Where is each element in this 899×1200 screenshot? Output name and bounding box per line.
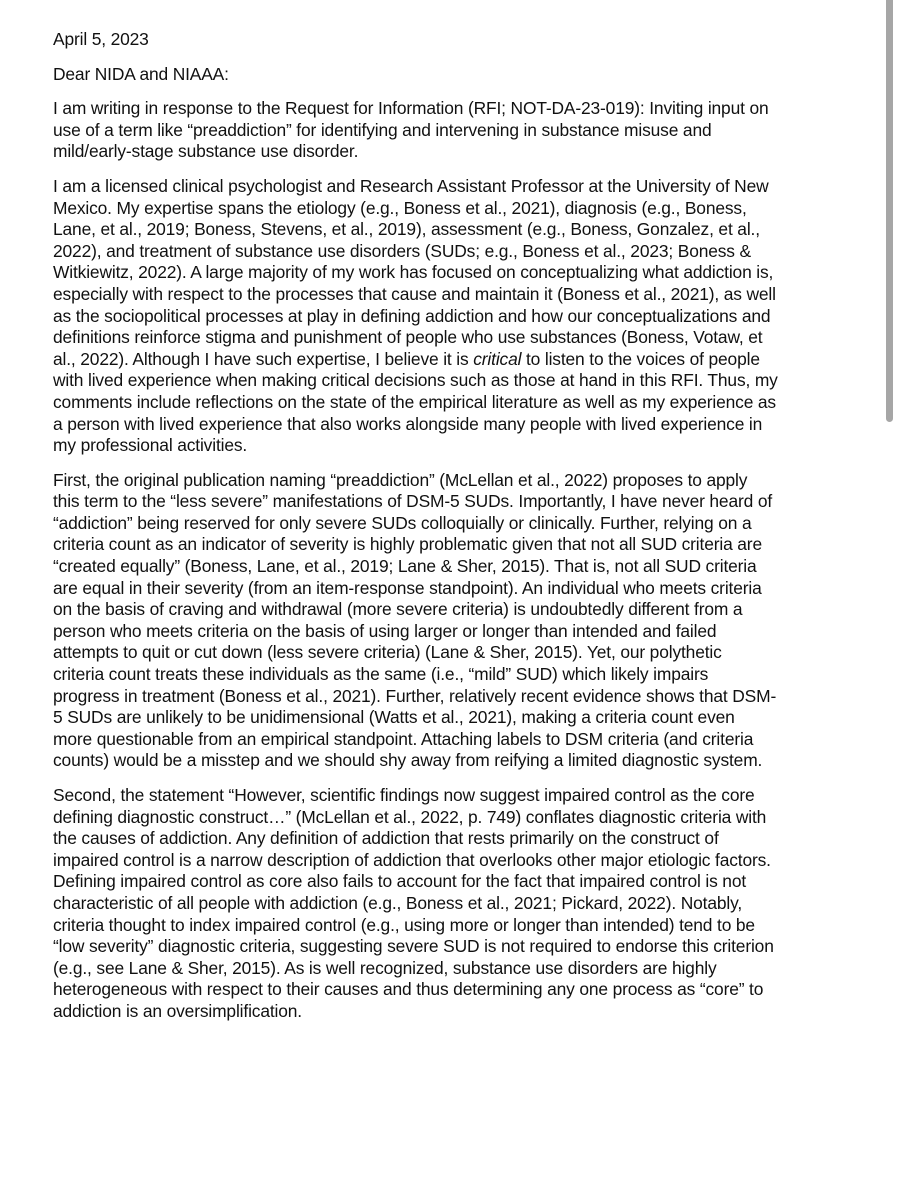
paragraph-second-point xyxy=(53,785,873,1023)
paragraph-line: mild/early-stage substance use disorder. xyxy=(53,141,359,162)
paragraph-line: with lived experience when making critical decisions such as those at hand in this RFI. Thus, my xyxy=(53,370,778,391)
paragraph-line: I am writing in response to the Request for Information (RFI; NOT-DA-23-019): Inviting input on xyxy=(53,98,769,119)
paragraph-line: comments include reflections on the state of the empirical literature as well as my experience as xyxy=(53,391,776,412)
paragraph-line: use of a term like “preaddiction” for identifying and intervening in substance misuse and xyxy=(53,119,712,140)
paragraph-line-with-emphasis xyxy=(53,349,873,371)
paragraph-line: Mexico. My expertise spans the etiology (e.g., Boness et al., 2021), diagnosis (e.g., Boness, xyxy=(53,197,747,218)
paragraph-line: more questionable from an empirical standpoint. Attaching labels to DSM criteria (and criteria xyxy=(53,728,754,749)
paragraph-line: I am a licensed clinical psychologist and Research Assistant Professor at the University of New xyxy=(53,175,769,196)
paragraph-line: addiction is an oversimplification. xyxy=(53,1000,302,1021)
paragraph-line: on the basis of craving and withdrawal (more severe criteria) is undoubtedly different from a xyxy=(53,599,743,620)
paragraph-line: impaired control is a narrow description of addiction that overlooks other major etiologic factors. xyxy=(53,849,771,870)
paragraph-line: “low severity” diagnostic criteria, suggesting severe SUD is not required to endorse this criterion xyxy=(53,936,774,957)
letter-date xyxy=(53,29,873,51)
emphasis-critical: critical xyxy=(473,348,522,369)
paragraph-line: Defining impaired control as core also fails to account for the fact that impaired control is not xyxy=(53,871,747,892)
paragraph-line: defining diagnostic construct…” (McLellan et al., 2022, p. 749) conflates diagnostic criteria with xyxy=(53,806,767,827)
letter-body xyxy=(53,29,873,1036)
line-text-before: al., 2022). Although I have such expertise, I believe it is xyxy=(53,348,474,369)
paragraph-line: person who meets criteria on the basis of using larger or longer than intended and failed xyxy=(53,620,717,641)
paragraph-line: 2022), and treatment of substance use disorders (SUDs; e.g., Boness et al., 2023; Boness & xyxy=(53,240,751,261)
paragraph-line: Second, the statement “However, scientific findings now suggest impaired control as the core xyxy=(53,785,755,805)
paragraph-line: criteria count treats these individuals as the same (i.e., “mild” SUD) which likely impairs xyxy=(53,664,709,685)
paragraph-line: as the sociopolitical processes at play in defining addiction and how our conceptualizations and xyxy=(53,305,771,326)
paragraph-line: heterogeneous with respect to their causes and thus determining any one process as “core” to xyxy=(53,979,764,1000)
paragraph-line: 5 SUDs are unlikely to be unidimensional (Watts et al., 2021), making a criteria count even xyxy=(53,707,735,728)
paragraph-line: my professional activities. xyxy=(53,435,248,456)
paragraph-line: definitions reinforce stigma and punishment of people who use substances (Boness, Votaw, et xyxy=(53,327,763,348)
vertical-scrollbar-thumb[interactable] xyxy=(886,0,893,422)
line-text-after: to listen to the voices of people xyxy=(521,348,760,369)
paragraph-line: “created equally” (Boness, Lane, et al., 2019; Lane & Sher, 2015). That is, not all SUD criteria xyxy=(53,556,757,577)
paragraph-rfi-response xyxy=(53,98,873,163)
paragraph-line: (e.g., see Lane & Sher, 2015). As is well recognized, substance use disorders are highly xyxy=(53,957,717,978)
paragraph-credentials xyxy=(53,176,873,457)
paragraph-line: progress in treatment (Boness et al., 2021). Further, relatively recent evidence shows that DSM- xyxy=(53,685,777,706)
paragraph-line: First, the original publication naming “preaddiction” (McLellan et al., 2022) proposes to apply xyxy=(53,469,748,490)
letter-salutation xyxy=(53,64,873,86)
paragraph-line: a person with lived experience that also works alongside many people with lived experience in xyxy=(53,413,763,434)
paragraph-line: the causes of addiction. Any definition of addiction that rests primarily on the construct of xyxy=(53,828,719,849)
paragraph-line: criteria count as an indicator of severity is highly problematic given that not all SUD criteria are xyxy=(53,534,762,555)
salutation-text: Dear NIDA and NIAAA: xyxy=(53,63,229,84)
paragraph-line: especially with respect to the processes that cause and maintain it (Boness et al., 2021), as well xyxy=(53,283,776,304)
paragraph-line: “addiction” being reserved for only severe SUDs colloquially or clinically. Further, relying on a xyxy=(53,512,752,533)
paragraph-line: counts) would be a misstep and we should shy away from reifying a limited diagnostic system. xyxy=(53,750,763,771)
paragraph-line: this term to the “less severe” manifestations of DSM-5 SUDs. Importantly, I have never heard of xyxy=(53,491,773,512)
paragraph-line: Witkiewitz, 2022). A large majority of my work has focused on conceptualizing what addiction is, xyxy=(53,262,774,283)
paragraph-line: attempts to quit or cut down (less severe criteria) (Lane & Sher, 2015). Yet, our polythetic xyxy=(53,642,722,663)
paragraph-first-point xyxy=(53,470,873,772)
paragraph-line: are equal in their severity (from an item-response standpoint). An individual who meets criteria xyxy=(53,577,762,598)
paragraph-line: criteria thought to index impaired control (e.g., using more or longer than intended) tend to be xyxy=(53,914,755,935)
date-text: April 5, 2023 xyxy=(53,29,149,49)
paragraph-line: Lane, et al., 2019; Boness, Stevens, et al., 2019), assessment (e.g., Boness, Gonzalez, et al., xyxy=(53,219,760,240)
paragraph-line: characteristic of all people with addiction (e.g., Boness et al., 2021; Pickard, 2022). Notably, xyxy=(53,892,743,913)
